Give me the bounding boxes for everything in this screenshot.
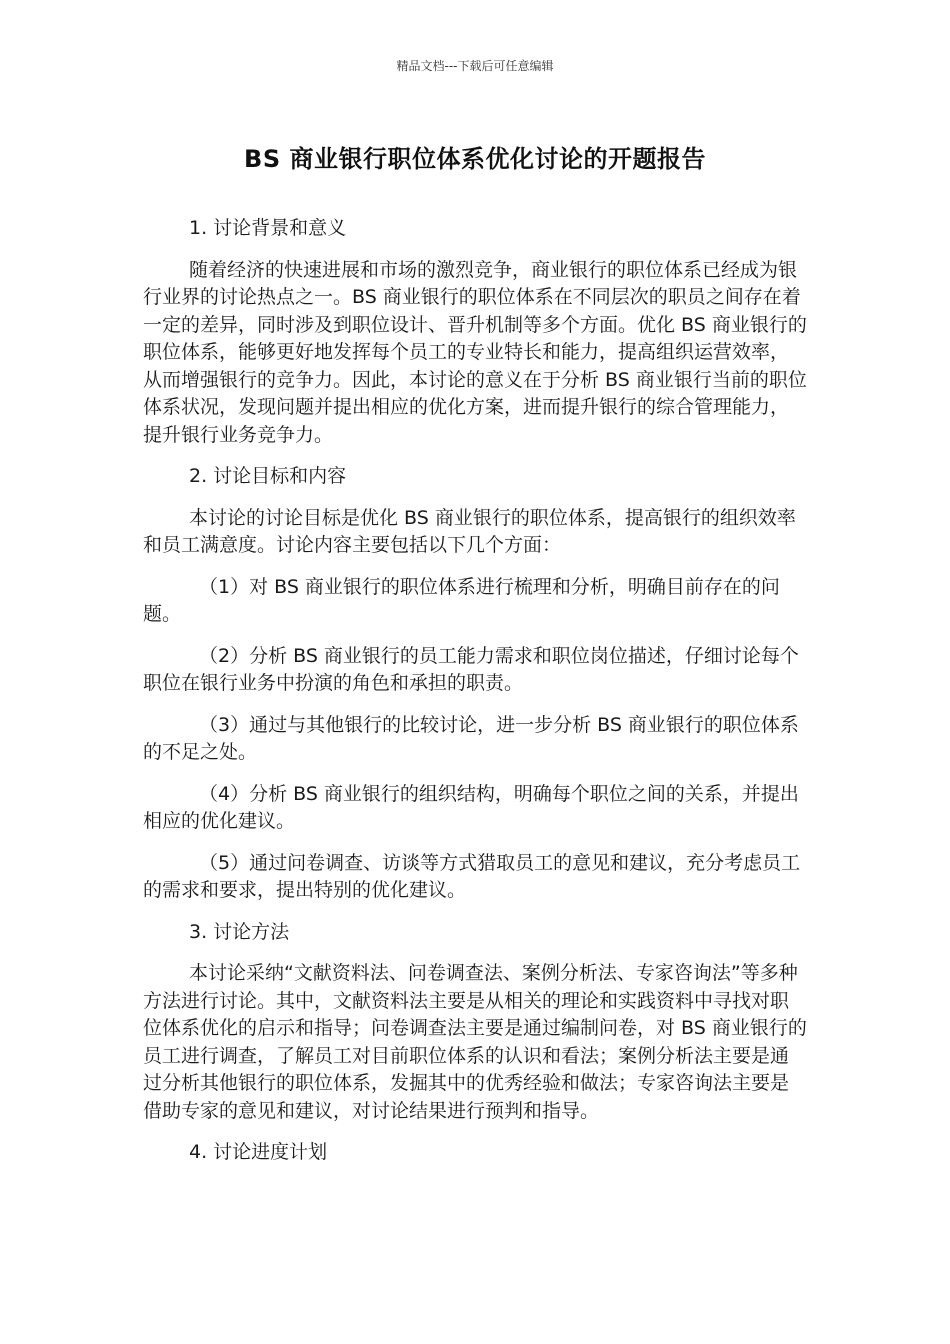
page-header: 精品文档---下载后可任意编辑 bbox=[396, 59, 554, 73]
document-body bbox=[143, 215, 807, 1181]
list-item: （3）通过与其他银行的比较讨论，进一步分析 BS 商业银行的职位体系的不足之处。 bbox=[143, 713, 799, 763]
list-item: （5）通过问卷调查、访谈等方式猎取员工的意见和建议，充分考虑员工的需求和要求，提出特别的优化建议。 bbox=[143, 851, 801, 901]
list-item: （2）分析 BS 商业银行的员工能力需求和职位岗位描述，仔细讨论每个职位在银行业务中扮演的角色和承担的职责。 bbox=[143, 644, 799, 694]
list-item: （4）分析 BS 商业银行的组织结构，明确每个职位之间的关系，并提出相应的优化建议。 bbox=[143, 782, 799, 832]
section-1-paragraph: 随着经济的快速进展和市场的激烈竞争，商业银行的职位体系已经成为银行业界的讨论热点之一。BS 商业银行的职位体系在不同层次的职员之间存在着一定的差异，同时涉及到职位设计、晋升机制等多个方面。优化 BS 商业银行的职位体系，能够更好地发挥每个员工的专业特长和能力，提高组织运营效率，从而增强银行的竞争力。因此，本讨论的意义在于分析 BS 商业银行当前的职位体系状况，发现问题并提出相应的优化方案，进而提升银行的综合管理能力，提升银行业务竞争力。 bbox=[143, 258, 807, 446]
section-3-heading: 3. 讨论方法 bbox=[189, 920, 290, 943]
section-4-heading: 4. 讨论进度计划 bbox=[189, 1141, 328, 1163]
section-2-heading: 2. 讨论目标和内容 bbox=[189, 465, 347, 487]
list-item: （1）对 BS 商业银行的职位体系进行梳理和分析，明确目前存在的问题。 bbox=[143, 575, 780, 625]
section-1-heading: 1. 讨论背景和意义 bbox=[189, 217, 347, 239]
section-3-paragraph: 本讨论采纳“文献资料法、问卷调查法、案例分析法、专家咨询法”等多种方法进行讨论。其中，文献资料法主要是从相关的理论和实践资料中寻找对职位体系优化的启示和指导；问卷调查法主要是通过编制问卷，对 BS 商业银行的员工进行调查，了解员工对目前职位体系的认识和看法；案例分析法主要是通过分析其他银行的职位体系，发掘其中的优秀经验和做法；专家咨询法主要是借助专家的意见和建议，对讨论结果进行预判和指导。 bbox=[143, 962, 807, 1122]
section-2-paragraph: 本讨论的讨论目标是优化 BS 商业银行的职位体系，提高银行的组织效率和员工满意度。讨论内容主要包括以下几个方面： bbox=[143, 506, 796, 556]
document-title: BS 商业银行职位体系优化讨论的开题报告 bbox=[244, 145, 706, 173]
